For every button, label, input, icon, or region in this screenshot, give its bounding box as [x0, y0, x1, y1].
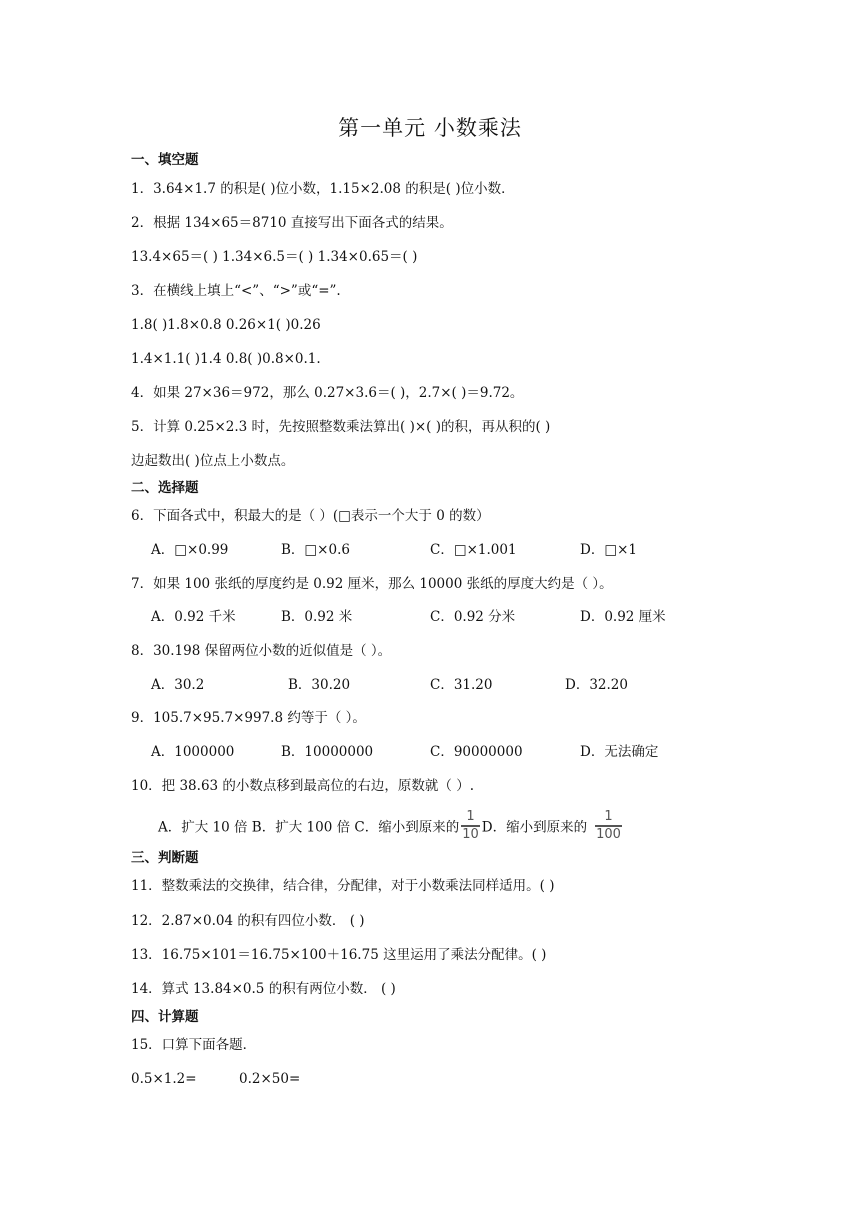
- fraction-one-tenth: [461, 810, 480, 842]
- q8-option-b: B．30.20: [288, 677, 351, 693]
- q7-option-b: B．0.92 米: [281, 609, 353, 625]
- q7-option-c: C．0.92 分米: [430, 609, 516, 625]
- question-2-items: 13.4×65＝( ) 1.34×6.5＝( ) 1.34×0.65＝( ): [131, 249, 418, 265]
- page-title: 第一单元 小数乘法: [338, 116, 522, 140]
- question-5: 5．计算 0.25×2.3 时，先按照整数乘法算出( )×( )的积，再从积的( ): [131, 419, 551, 435]
- q8-option-c: C．31.20: [430, 677, 493, 693]
- fraction-numerator: 1: [466, 809, 475, 824]
- q9-option-b: B．10000000: [281, 744, 374, 760]
- question-5-continued: 边起数出( )位点上小数点。: [131, 453, 295, 469]
- q15-item-1: 0.5×1.2=: [131, 1071, 197, 1087]
- question-12: 12．2.87×0.04 的积有四位小数． ( ): [131, 913, 365, 929]
- section-multiple-choice: 二、选择题: [131, 480, 199, 496]
- q9-option-a: A．1000000: [151, 744, 235, 760]
- question-15: 15．口算下面各题．: [131, 1037, 257, 1053]
- q6-option-b: B．□×0.6: [281, 542, 350, 558]
- question-4: 4．如果 27×36＝972，那么 0.27×3.6＝( )，2.7×( )＝9.72。: [131, 385, 524, 401]
- q10-options: [158, 809, 624, 844]
- question-3-row-2: 1.4×1.1( )1.4 0.8( )0.8×0.1.: [131, 351, 321, 367]
- q7-option-a: A．0.92 千米: [151, 609, 236, 625]
- question-13: 13．16.75×101＝16.75×100＋16.75 这里运用了乘法分配律。( ): [131, 947, 547, 963]
- q8-option-d: D．32.20: [565, 677, 628, 693]
- question-9: 9．105.7×95.7×997.8 约等于（ ）。: [131, 710, 366, 726]
- question-11: 11．整数乘法的交换律，结合律，分配律，对于小数乘法同样适用。( ): [131, 878, 555, 894]
- q9-option-d: D．无法确定: [580, 744, 659, 760]
- q10-option-d: D．缩小到原来的: [481, 819, 588, 836]
- q15-item-2: 0.2×50=: [239, 1071, 301, 1087]
- question-7: 7．如果 100 张纸的厚度约是 0.92 厘米，那么 10000 张纸的厚度大约是（ ）。: [131, 576, 613, 592]
- question-2: 2．根据 134×65＝8710 直接写出下面各式的结果。: [131, 215, 453, 231]
- section-fill-blank: 一、填空题: [131, 152, 199, 168]
- section-true-false: 三、判断题: [131, 850, 199, 866]
- question-10: 10．把 38.63 的小数点移到最高位的右边，原数就（ ）.: [131, 778, 474, 794]
- q6-option-d: D．□×1: [580, 542, 637, 558]
- q10-options-abc: A．扩大 10 倍 B．扩大 100 倍 C．缩小到原来的: [158, 819, 460, 836]
- q8-option-a: A．30.2: [151, 677, 205, 693]
- question-6: 6．下面各式中，积最大的是（ ）(□表示一个大于 0 的数）: [131, 508, 490, 524]
- q9-option-c: C．90000000: [430, 744, 523, 760]
- question-1: 1．3.64×1.7 的积是( )位小数，1.15×2.08 的积是( )位小数．: [131, 181, 515, 197]
- fraction-denominator: 10: [462, 826, 479, 842]
- q6-option-a: A．□×0.99: [151, 542, 229, 558]
- question-14: 14．算式 13.84×0.5 的积有两位小数． ( ): [131, 981, 396, 997]
- q7-option-d: D．0.92 厘米: [580, 609, 666, 625]
- q6-option-c: C．□×1.001: [430, 542, 517, 558]
- fraction-one-hundredth: [595, 810, 622, 842]
- question-3: 3．在横线上填上“<”、“>”或“=”.: [131, 283, 341, 299]
- question-8: 8．30.198 保留两位小数的近似值是（ ）。: [131, 643, 392, 659]
- fraction-denominator: 100: [596, 826, 621, 842]
- question-3-row-1: 1.8( )1.8×0.8 0.26×1( )0.26: [131, 317, 321, 333]
- fraction-numerator: 1: [604, 809, 613, 824]
- section-calculation: 四、计算题: [131, 1009, 199, 1025]
